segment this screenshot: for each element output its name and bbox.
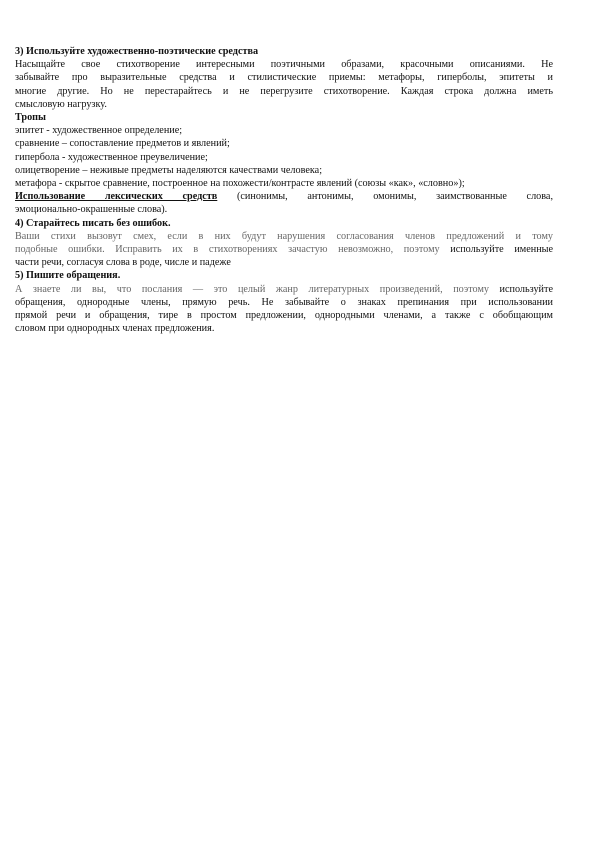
trope-personification: олицетворение – неживые предметы наделяются качествами человека; [15, 164, 323, 176]
tropes-heading: Тропы [15, 112, 46, 124]
section-5-line-1-gray: А знаете ли вы, что послания — это целый жанр литературных произведений, поэтому [15, 283, 489, 295]
lexical-means-rest: (синонимы, антонимы, омонимы, заимствованные слова, [237, 191, 553, 203]
trope-comparison: сравнение – сопоставление предметов и явлений; [15, 138, 230, 150]
section-3-heading: 3) Используйте художественно-поэтические средства [15, 46, 259, 57]
section-3-line-2: забывайте про выразительные средства и стилистические приемы: метафоры, гиперболы, эпитеты и [15, 72, 553, 84]
lexical-means-line-2: эмоционально-окрашенные слова). [15, 204, 168, 216]
lexical-means-line [15, 190, 553, 203]
section-5-line-4: словом при однородных членах предложения. [15, 323, 215, 335]
section-3-line-1: Насыщайте свое стихотворение интересными поэтичными образами, красочными описаниями. Не [15, 59, 553, 71]
section-4-line-1: Ваши стихи вызовут смех, если в них будут нарушения согласования членов предложений и тому [15, 230, 553, 242]
section-5-line-1-black: используйте [489, 283, 553, 295]
section-4-line-2-gray: подобные ошибки. Исправить их в стихотворениях зачастую невозможно, поэтому [15, 244, 440, 256]
lexical-means-term: Использование лексических средств [15, 191, 218, 203]
trope-epithet: эпитет - художественное определение; [15, 125, 183, 137]
section-5-heading: 5) Пишите обращения. [15, 270, 121, 282]
section-3-line-4: смысловую нагрузку. [15, 98, 107, 110]
trope-metaphor: метафора - скрытое сравнение, построенное на похожести/контрасте явлений (союзы «как», «словно»); [15, 178, 465, 190]
section-3-line-3: многие другие. Но не перестарайтесь и не перегрузите стихотворение. Каждая строка должна иметь [15, 85, 553, 97]
section-5-line-1 [15, 283, 553, 296]
section-4-line-2-black: используйте именные [439, 244, 554, 256]
section-4-line-3: части речи, согласуя слова в роде, числе и падеже [15, 257, 231, 269]
section-4-line-2 [15, 243, 553, 256]
section-5-line-2: обращения, однородные члены, прямую речь. Не забывайте о знаках препинания при использовании [15, 296, 553, 308]
section-4-heading: 4) Старайтесь писать без ошибок. [15, 217, 171, 229]
section-5-line-3: прямой речи и обращения, тире в простом предложении, однородными членами, а также с обобщающим [15, 310, 553, 322]
document-content [15, 45, 553, 335]
trope-hyperbole: гипербола - художественное преувеличение; [15, 151, 208, 163]
